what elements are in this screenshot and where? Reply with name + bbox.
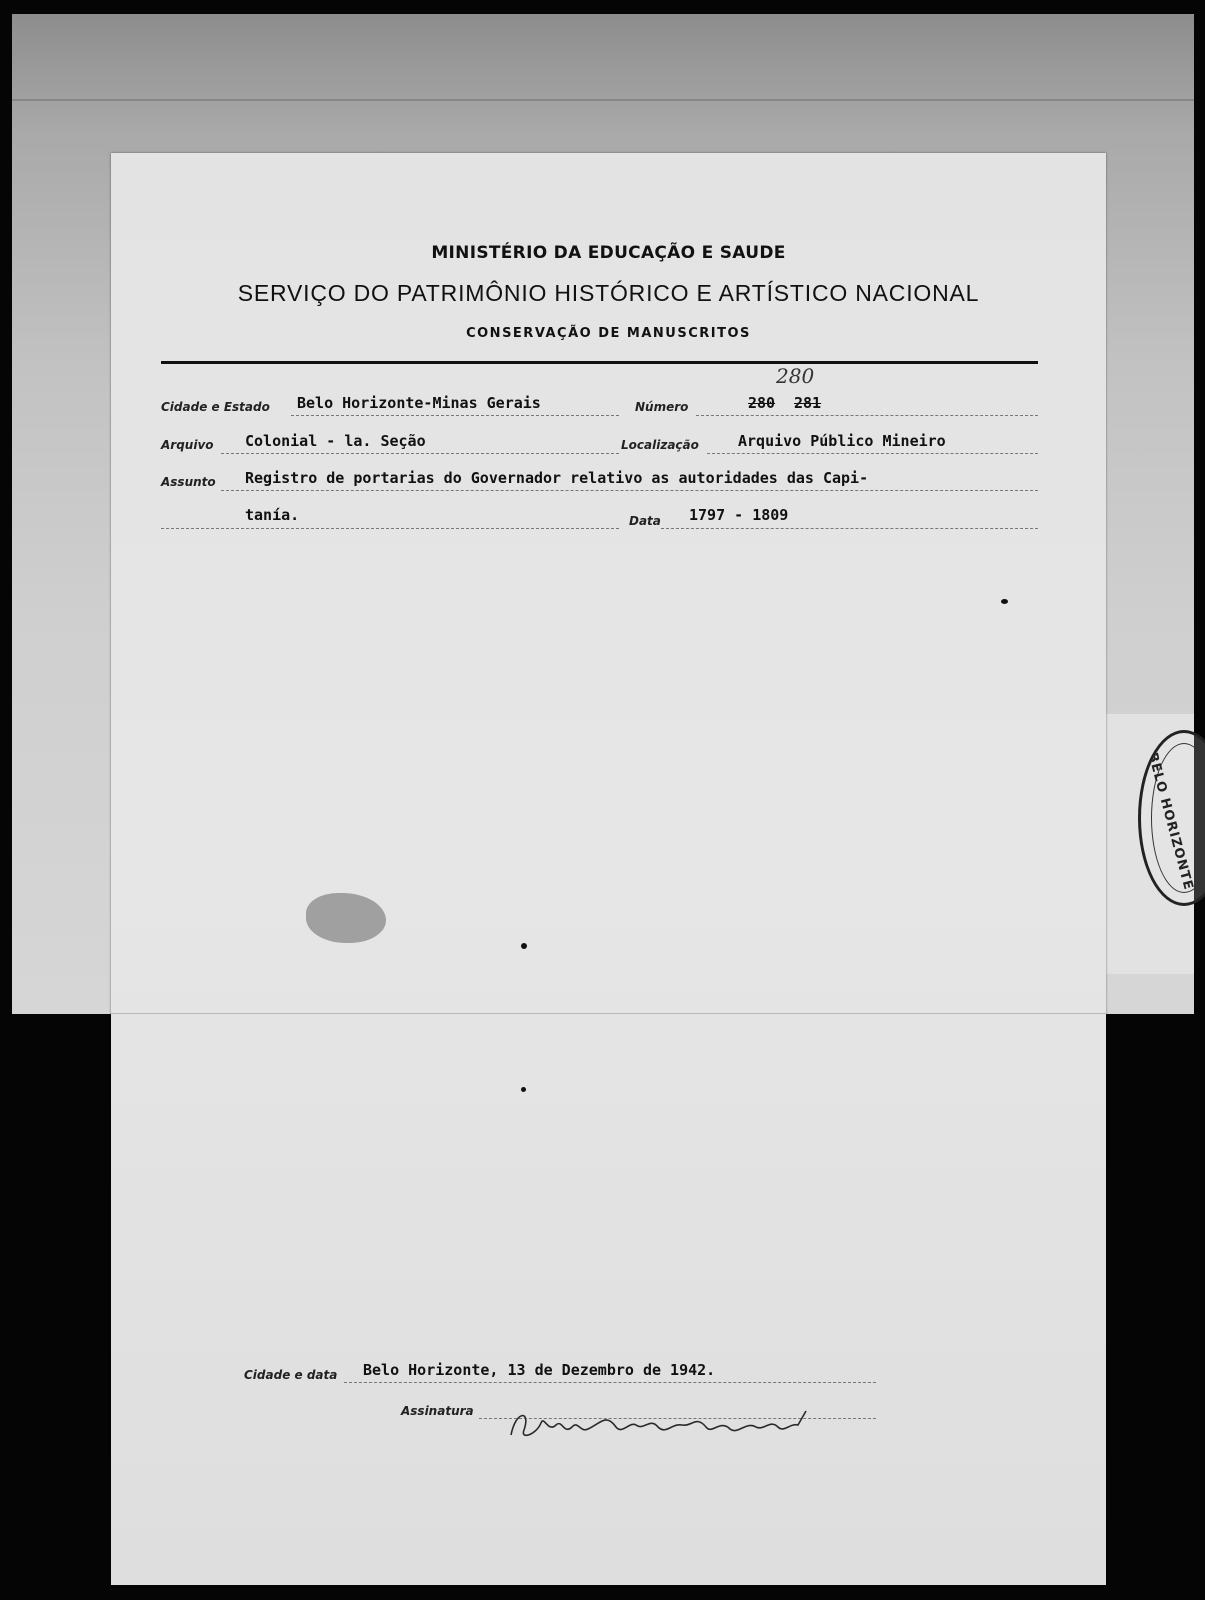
assunto-label: Assunto [161, 475, 216, 489]
numero-handwritten: 280 [776, 364, 815, 388]
arquivo-line [221, 453, 619, 454]
assunto-underline-1 [221, 490, 1038, 491]
paper-stain [306, 893, 386, 943]
numero-label: Número [635, 400, 689, 414]
numero-value: 280 [748, 394, 776, 412]
sheet-fold [12, 99, 1194, 101]
stamp-text: BELO HORIZONTE [1144, 751, 1196, 893]
assunto-line-2: tanía. [245, 506, 300, 524]
ink-dot [1001, 599, 1008, 604]
header-rule [161, 361, 1038, 364]
assunto-line-1: Registro de portarias do Governador relativo as autoridades das Capi- [245, 469, 869, 487]
cidade-estado-line [291, 415, 619, 416]
card-fold [111, 1013, 1106, 1014]
cidade-estado-value: Belo Horizonte-Minas Gerais [297, 394, 541, 412]
numero-struck-value: 281 [794, 394, 822, 412]
cidade-data-line [344, 1382, 876, 1383]
localizacao-line [707, 453, 1038, 454]
ministry-title: MINISTÉRIO DA EDUCAÇÃO E SAUDE [431, 243, 786, 263]
cidade-data-label: Cidade e data [244, 1368, 338, 1382]
ink-dot [521, 943, 527, 949]
data-line [661, 528, 1038, 529]
handwritten-signature [506, 1405, 816, 1445]
arquivo-value: Colonial - la. Seção [245, 432, 426, 450]
data-value: 1797 - 1809 [689, 506, 789, 524]
service-title: SERVIÇO DO PATRIMÔNIO HISTÓRICO E ARTÍSTICO NACIONAL [237, 280, 980, 306]
department-title: CONSERVAÇÃO DE MANUSCRITOS [466, 326, 751, 341]
localizacao-value: Arquivo Público Mineiro [738, 432, 946, 450]
arquivo-label: Arquivo [161, 438, 214, 452]
cidade-data-value: Belo Horizonte, 13 de Dezembro de 1942. [363, 1361, 716, 1379]
ink-dot [521, 1087, 526, 1092]
assunto-underline-2 [161, 528, 619, 529]
data-label: Data [629, 514, 661, 528]
cidade-estado-label: Cidade e Estado [161, 400, 270, 414]
localizacao-label: Localização [621, 438, 699, 452]
manuscript-record-card [111, 153, 1106, 1585]
numero-line [696, 415, 1038, 416]
assinatura-label: Assinatura [401, 1404, 474, 1418]
